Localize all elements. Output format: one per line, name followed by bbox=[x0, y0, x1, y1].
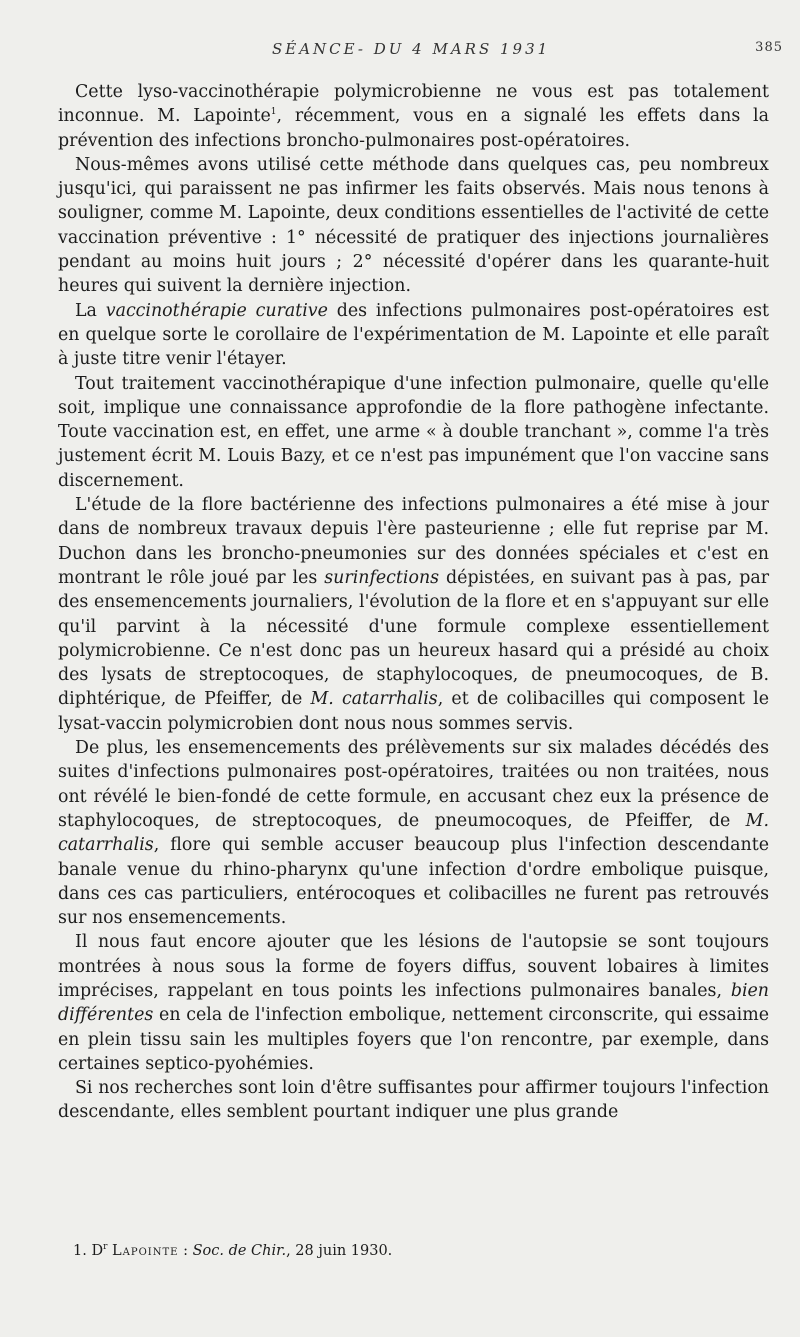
paragraph-7 bbox=[58, 930, 769, 1076]
footnote-reference: 1 bbox=[270, 107, 277, 118]
paragraph-5-emphasis-a: surinfections bbox=[324, 567, 440, 588]
footnote-prefix-superscript: r bbox=[103, 1242, 108, 1252]
paragraph-3-emphasis: vaccinothérapie curative bbox=[105, 300, 328, 321]
paragraph-5-emphasis-b: M. catarrhalis bbox=[310, 689, 438, 710]
paragraph-5-text-c: , et de colibacilles qui composent le lysat-vaccin polymicrobien dont nous nous sommes servis. bbox=[58, 689, 769, 734]
footnote-prefix: D bbox=[91, 1242, 104, 1259]
paragraph-5-text-a: L'étude de la flore bactérienne des infections pulmonaires a été mise à jour dans de nombreux travaux depuis l'ère pasteurienne ; elle fut reprise par M. Duchon dans les broncho-pneumonies sur des données spéciales et c'est en montrant le rôle joué par les bbox=[58, 495, 769, 588]
running-title: SÉANCE- DU 4 MARS 1931 bbox=[272, 40, 551, 58]
footnote-date: , 28 juin 1930. bbox=[286, 1242, 393, 1259]
paragraph-6-text-b: , flore qui semble accuser beaucoup plus l'infection descendante banale venue du rhino-pharynx qu'une infection d'ordre embolique puisque, dans ces cas particuliers, entérocoques et colibacilles ne furent pas retrouvés sur nos ensemencements. bbox=[58, 835, 769, 929]
paragraph-5 bbox=[58, 493, 769, 736]
page-number: 385 bbox=[755, 40, 783, 55]
paragraph-1-text-b: , récemment, vous en a signalé les effets dans la prévention des infections broncho-pulmonaires post-opératoires. bbox=[58, 106, 769, 151]
paragraph-6 bbox=[58, 736, 769, 930]
paragraph-7-emphasis: bien différentes bbox=[58, 980, 769, 1026]
footnote-journal: Soc. de Chir. bbox=[192, 1242, 287, 1259]
paragraph-6-text-a: De plus, les ensemencements des prélèvements sur six malades décédés des suites d'infections pulmonaires post-opératoires, traitées ou non traitées, nous ont révélé le bien-fondé de cette formule, en accusant chez eux la présence de staphylocoques, de streptocoques, de pneumocoques, de Pfeiffer, de bbox=[58, 738, 769, 831]
paragraph-3 bbox=[58, 299, 769, 372]
paragraph-5-text-b: dépistées, en suivant pas à pas, par des ensemencements journaliers, l'évolution de la flore et en s'appuyant sur elle qu'il parvint à la nécessité d'une formule complexe essentiellement polymicrobienne. Ce n'est donc pas un heureux hasard qui a présidé au choix des lysats de streptocoques, de staphylocoques, de pneumocoques, de B. diphtérique, de Pfeiffer, de bbox=[58, 567, 770, 710]
paragraph-1-text-a: Cette lyso-vaccinothérapie polymicrobienne ne vous est pas totalement inconnue. M. Lapointe bbox=[58, 82, 769, 127]
paragraph-3-text-b: des infections pulmonaires post-opératoires est en quelque sorte le corollaire de l'expérimentation de M. Lapointe et elle paraît à juste titre venir l'étayer. bbox=[58, 300, 769, 370]
paragraph-4: Tout traitement vaccinothérapique d'une infection pulmonaire, quelle qu'elle soit, implique une connaissance approfondie de la flore pathogène infectante. Toute vaccination est, en effet, une arme « à double tranchant », comme l'a très justement écrit M. Louis Bazy, et ce n'est pas impunément que l'on vaccine sans discernement. bbox=[58, 373, 769, 491]
paragraph-3-text-a: La bbox=[75, 300, 106, 321]
body-text bbox=[58, 80, 769, 1125]
running-header bbox=[0, 40, 800, 64]
paragraph-6-emphasis: M. catarrhalis bbox=[58, 810, 769, 856]
paragraph-7-text-a: Il nous faut encore ajouter que les lésions de l'autopsie se sont toujours montrées à nous sous la forme de foyers diffus, souvent lobaires à limites imprécises, rappelant en tous points les infections pulmonaires banales, bbox=[58, 932, 769, 1001]
paragraph-1 bbox=[58, 80, 769, 153]
footnote-separator: : bbox=[178, 1242, 193, 1259]
footnote bbox=[73, 1237, 773, 1261]
footnote-number: 1. bbox=[73, 1242, 87, 1259]
paragraph-8: Si nos recherches sont loin d'être suffisantes pour affirmer toujours l'infection descendante, elles semblent pourtant indiquer une plus grande bbox=[58, 1078, 769, 1123]
footnote-author: Lapointe bbox=[112, 1242, 179, 1259]
paragraph-2: Nous-mêmes avons utilisé cette méthode dans quelques cas, peu nombreux jusqu'ici, qui paraissent ne pas infirmer les faits observés. Mais nous tenons à souligner, comme M. Lapointe, deux conditions essentielles de l'activité de cette vaccination préventive : 1° nécessité de pratiquer des injections journalières pendant au moins huit jours ; 2° nécessité d'opérer dans les quarante-huit heures qui suivent la dernière injection. bbox=[58, 154, 769, 297]
paragraph-7-text-b: en cela de l'infection embolique, nettement circonscrite, qui essaime en plein tissu sain les multiples foyers que l'on rencontre, par exemple, dans certaines septico-pyohémies. bbox=[58, 1005, 769, 1074]
